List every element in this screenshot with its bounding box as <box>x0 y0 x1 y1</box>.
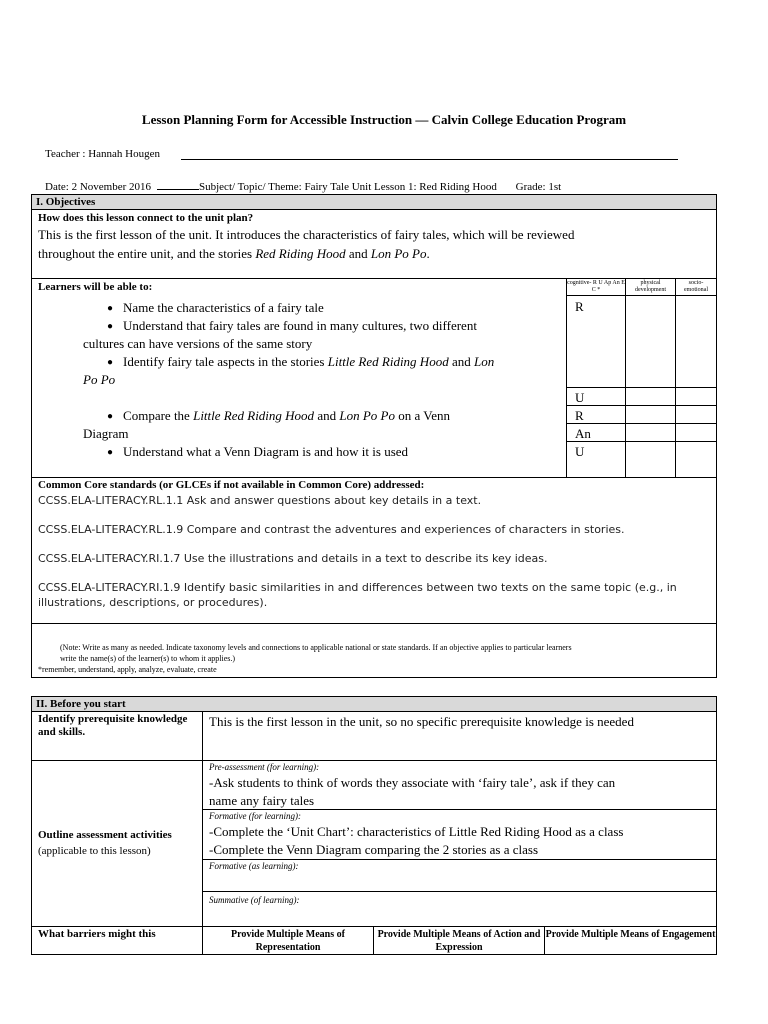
assess-label: Outline assessment activities <box>38 829 172 841</box>
barriers-label: What barriers might this <box>38 928 156 940</box>
col-physical: physical development <box>635 280 666 293</box>
standard-item: CCSS.ELA-LITERACY.RI.1.7 Use the illustrations and details in a text to describe its key ideas. <box>38 552 548 565</box>
col-divider <box>566 278 567 477</box>
divider <box>32 926 716 927</box>
standard-item: CCSS.ELA-LITERACY.RL.1.9 Compare and contrast the adventures and experiences of characters in stories. <box>38 523 625 536</box>
col-divider <box>625 278 626 477</box>
note-text: (Note: Write as many as needed. Indicate taxonomy levels and connections to applicable national or state standards. If an objective applies to particular learners <box>60 643 572 652</box>
objective-item-cont: Diagram <box>83 426 129 441</box>
col-cognitive: cognitive- R U Ap An E C * <box>567 280 625 293</box>
note-text: *remember, understand, apply, analyze, evaluate, create <box>38 665 217 674</box>
action-expression-header: Provide Multiple Means of Action and Expression <box>377 929 541 953</box>
connect-question: How does this lesson connect to the unit plan? <box>38 212 254 224</box>
formative-as-label: Formative (as learning): <box>209 861 299 871</box>
standard-item-cont: illustrations, descriptions, or procedures). <box>38 596 268 609</box>
summative-label: Summative (of learning): <box>209 895 300 905</box>
divider <box>32 760 716 761</box>
before-header: II. Before you start <box>32 697 716 712</box>
form-title: Lesson Planning Form for Accessible Instruction — Calvin College Education Program <box>141 112 627 127</box>
objective-item-cont: Po Po <box>83 372 116 387</box>
connect-answer-line1: This is the first lesson of the unit. It introduces the characteristics of fairy tales, which will be reviewed <box>38 227 575 242</box>
formative-for-text: -Complete the ‘Unit Chart’: characteristics of Little Red Riding Hood as a class <box>209 824 624 839</box>
standard-item: CCSS.ELA-LITERACY.RL.1.1 Ask and answer questions about key details in a text. <box>38 494 482 507</box>
formative-for-label: Formative (for learning): <box>209 811 301 821</box>
row-divider <box>566 387 716 388</box>
lesson-subject: Subject/ Topic/ Theme: Fairy Tale Unit Lesson 1: Red Riding Hood <box>199 181 497 193</box>
lesson-date: Date: 2 November 2016 <box>45 181 151 193</box>
divider <box>202 859 716 860</box>
standards-header: Common Core standards (or GLCEs if not available in Common Core) addressed: <box>38 479 425 491</box>
teacher-name: Teacher : Hannah Hougen <box>45 148 160 160</box>
divider <box>32 278 716 279</box>
engagement-header: Provide Multiple Means of Engagement <box>545 929 716 940</box>
col-divider <box>202 712 203 954</box>
divider <box>32 623 716 624</box>
before-section <box>31 696 717 955</box>
connect-answer <box>38 225 713 263</box>
assess-sublabel: (applicable to this lesson) <box>38 845 151 857</box>
objective-item: ● Understand what a Venn Diagram is and how it is used <box>107 443 408 463</box>
teacher-underline <box>181 159 678 160</box>
taxonomy-level: R <box>575 408 584 423</box>
pre-assessment-text: name any fairy tales <box>209 793 315 808</box>
taxonomy-level: U <box>575 390 585 405</box>
divider <box>32 477 716 478</box>
col-divider <box>675 278 676 477</box>
taxonomy-level: U <box>575 444 585 459</box>
col-socio-emotional: socio- emotional <box>684 280 708 293</box>
objective-item: ● Compare the Little Red Riding Hood and Lon Po Po on a Venn <box>107 407 450 427</box>
objective-item: ● Name the characteristics of a fairy tale <box>107 299 324 319</box>
learners-label: Learners will be able to: <box>38 281 153 293</box>
objective-item: ● Understand that fairy tales are found in many cultures, two different <box>107 317 477 337</box>
connect-answer-line2: throughout the entire unit, and the stories Red Riding Hood and Lon Po Po. <box>38 246 430 261</box>
taxonomy-level: An <box>575 426 591 441</box>
divider <box>202 809 716 810</box>
formative-for-text: -Complete the Venn Diagram comparing the 2 stories as a class <box>209 842 539 857</box>
row-divider <box>566 405 716 406</box>
divider <box>202 891 716 892</box>
underline-blank <box>157 180 199 190</box>
pre-assessment-text: -Ask students to think of words they associate with ‘fairy tale’, ask if they can <box>209 775 616 790</box>
note-text: write the name(s) of the learner(s) to whom it applies.) <box>60 654 236 663</box>
pre-assessment-label: Pre-assessment (for learning): <box>209 762 320 772</box>
lesson-grade: Grade: 1st <box>515 181 562 193</box>
standard-item: CCSS.ELA-LITERACY.RI.1.9 Identify basic similarities in and differences between two texts on the same topic (e.g., in <box>38 581 677 594</box>
objectives-header: I. Objectives <box>32 195 716 210</box>
representation-header: Provide Multiple Means of Representation <box>231 929 345 953</box>
row-divider <box>566 295 716 296</box>
taxonomy-level: R <box>575 299 584 314</box>
date-subject-line <box>45 180 561 193</box>
prereq-text: This is the first lesson in the unit, so no specific prerequisite knowledge is needed <box>209 714 634 729</box>
objective-item-cont: cultures can have versions of the same story <box>83 336 313 351</box>
prereq-label: Identify prerequisite knowledge and skills. <box>38 713 188 738</box>
objective-item: ● Identify fairy tale aspects in the stories Little Red Riding Hood and Lon <box>107 353 494 373</box>
objectives-section <box>31 194 717 678</box>
row-divider <box>566 423 716 424</box>
